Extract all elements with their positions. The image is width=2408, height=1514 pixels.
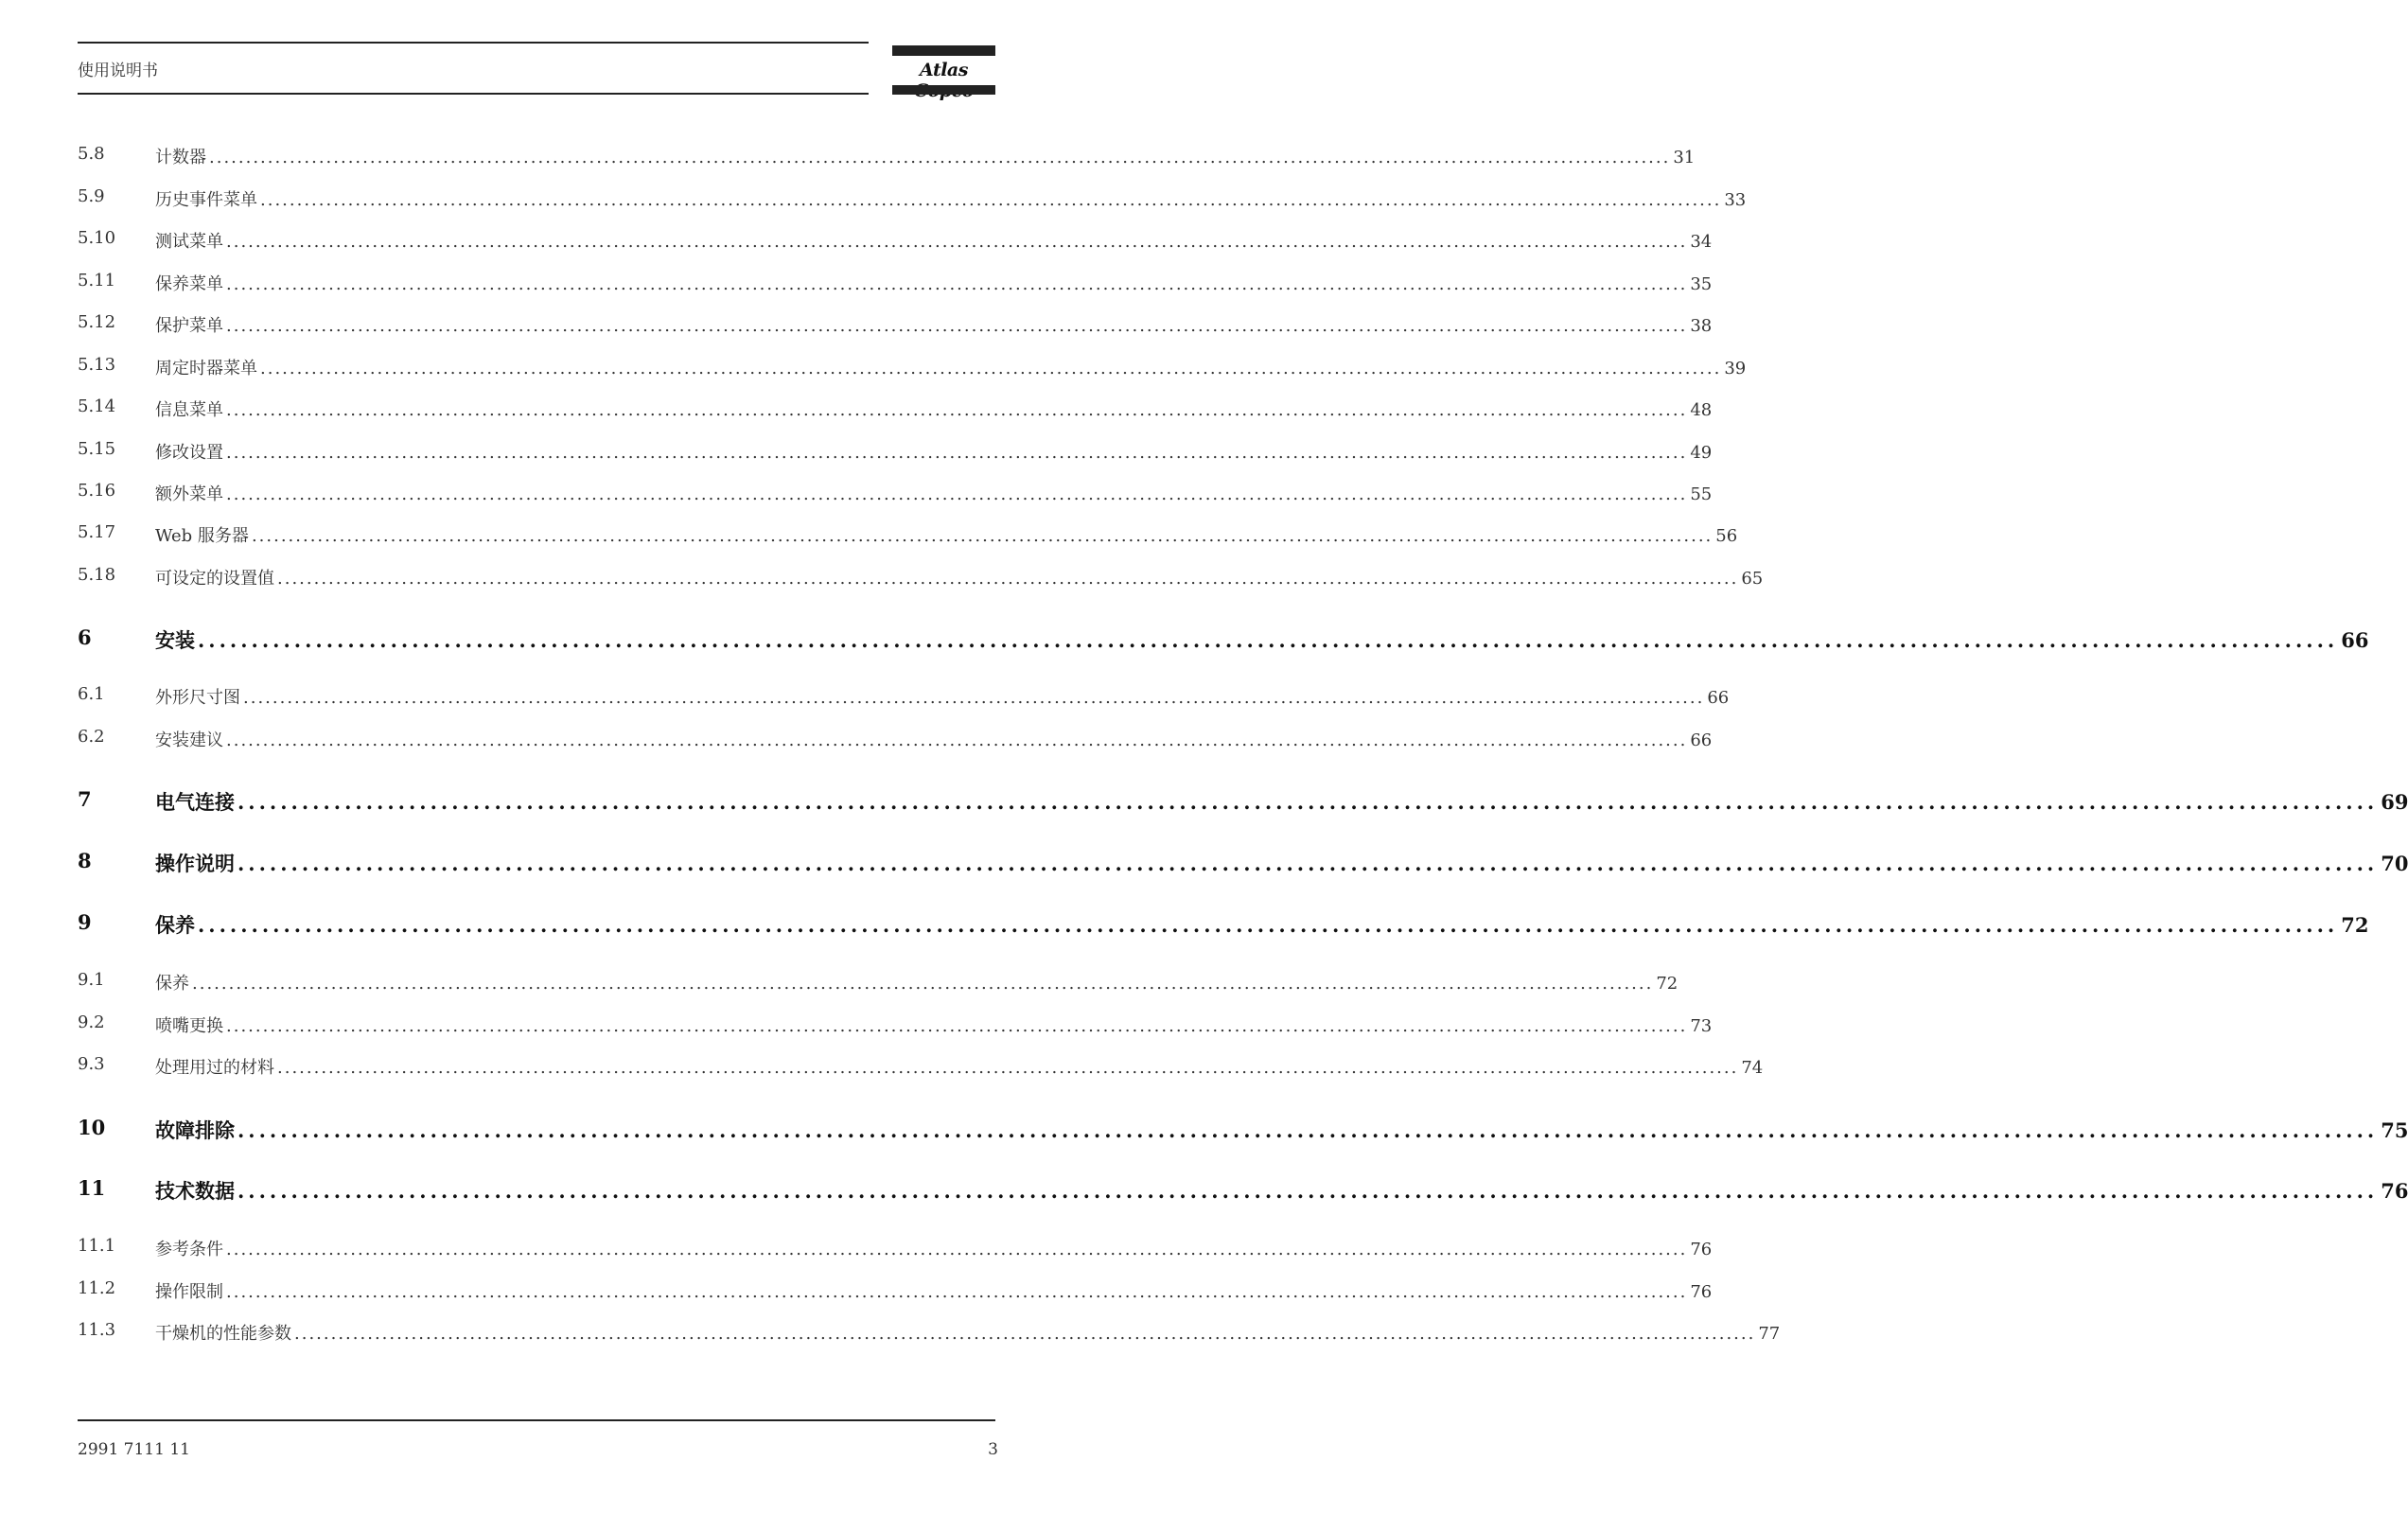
toc-entry-number: 10	[78, 1116, 106, 1139]
toc-entry-line	[155, 1176, 2408, 1205]
toc-entry[interactable]	[78, 186, 1747, 213]
toc-entry-line	[155, 228, 1713, 253]
toc-dot-leader: ........................................................................................................................................................................................................	[243, 688, 1705, 708]
toc-entry[interactable]	[78, 787, 2408, 814]
toc-entry-title: 修改设置	[155, 443, 223, 463]
toc-entry-number: 7	[78, 787, 92, 811]
toc-entry[interactable]	[78, 625, 2369, 652]
page-number: 3	[988, 1440, 998, 1459]
toc-entry-title: 电气连接	[155, 790, 235, 814]
toc-entry-page: 33	[1724, 190, 1747, 210]
toc-entry-number: 11	[78, 1176, 106, 1200]
toc-entry-line	[155, 1236, 1713, 1260]
toc-entry-number: 5.8	[78, 144, 105, 164]
toc-entry[interactable]	[78, 1012, 1713, 1039]
toc-entry[interactable]	[78, 1116, 2408, 1142]
toc-dot-leader: ........................................................................................................................................................................................................	[226, 731, 1688, 750]
toc-dot-leader: ........................................................................................................................................................................................................	[277, 569, 1739, 589]
toc-entry[interactable]	[78, 271, 1713, 297]
toc-entry-line	[155, 565, 1764, 590]
logo-bottom-bar	[892, 85, 995, 95]
toc-entry-page: 76	[1690, 1240, 1713, 1259]
toc-entry-title: 操作限制	[155, 1282, 223, 1302]
toc-entry[interactable]	[78, 910, 2369, 937]
toc-entry-page: 55	[1690, 484, 1713, 504]
toc-entry-page: 35	[1690, 274, 1713, 294]
toc-entry[interactable]	[78, 970, 1679, 996]
toc-entry-number: 6.1	[78, 684, 105, 704]
toc-dot-leader: ........................................................................................................................................................................................................	[260, 359, 1722, 378]
toc-entry[interactable]	[78, 144, 1696, 170]
toc-entry-number: 5.13	[78, 355, 116, 375]
toc-entry-title: 操作说明	[155, 852, 235, 875]
toc-entry-number: 5.16	[78, 481, 116, 501]
logo-top-bar	[892, 45, 995, 56]
toc-entry[interactable]	[78, 355, 1747, 381]
toc-entry-page: 66	[2341, 628, 2369, 652]
toc-entry-line	[155, 910, 2369, 939]
toc-entry-page: 65	[1741, 569, 1764, 589]
toc-entry-title: 喷嘴更换	[155, 1016, 223, 1036]
toc-entry-title: 保养	[155, 974, 189, 994]
logo-text: Atlas	[920, 60, 968, 80]
toc-entry-title: Web 服务器	[155, 526, 249, 546]
atlas-copco-logo	[892, 45, 995, 95]
toc-entry-number: 6.2	[78, 727, 105, 747]
toc-dot-leader: ........................................................................................................................................................................................................	[260, 190, 1722, 210]
toc-dot-leader: ........................................................................................................................................................................................................	[294, 1324, 1756, 1344]
toc-entry-page: 66	[1707, 688, 1730, 708]
toc-entry-title: 技术数据	[155, 1179, 235, 1203]
toc-entry-line	[155, 522, 1738, 547]
toc-dot-leader: ........................................................................................................................................................................................................	[192, 974, 1654, 994]
toc-entry-number: 6	[78, 625, 92, 649]
toc-entry-number: 11.1	[78, 1236, 116, 1256]
toc-entry-page: 77	[1758, 1324, 1781, 1344]
toc-entry-number: 11.3	[78, 1320, 116, 1340]
toc-dot-leader: ........................................................................................................................................................................................................	[237, 790, 2379, 814]
toc-entry-number: 8	[78, 849, 92, 872]
toc-entry-page: 31	[1673, 148, 1696, 167]
toc-entry-page: 34	[1690, 232, 1713, 252]
toc-entry[interactable]	[78, 1176, 2408, 1203]
toc-dot-leader: ........................................................................................................................................................................................................	[198, 913, 2339, 937]
toc-entry-number: 5.18	[78, 565, 116, 585]
toc-entry-number: 5.12	[78, 312, 116, 332]
toc-entry-page: 75	[2381, 1118, 2408, 1142]
toc-entry-number: 5.15	[78, 439, 116, 459]
toc-entry[interactable]	[78, 396, 1713, 423]
toc-entry-title: 干燥机的性能参数	[155, 1324, 291, 1344]
toc-entry-page: 38	[1690, 316, 1713, 336]
toc-entry-title: 测试菜单	[155, 232, 223, 252]
toc-entry-title: 外形尺寸图	[155, 688, 240, 708]
toc-dot-leader: ........................................................................................................................................................................................................	[226, 1016, 1688, 1036]
toc-dot-leader: ........................................................................................................................................................................................................	[226, 484, 1688, 504]
toc-entry-number: 5.11	[78, 271, 116, 290]
toc-dot-leader: ........................................................................................................................................................................................................	[226, 1240, 1688, 1259]
toc-entry-page: 70	[2381, 852, 2408, 875]
toc-entry-title: 安装建议	[155, 731, 223, 750]
toc-entry[interactable]	[78, 1054, 1764, 1081]
toc-entry-title: 保护菜单	[155, 316, 223, 336]
toc-entry-line	[155, 1320, 1781, 1345]
toc-entry-title: 参考条件	[155, 1240, 223, 1259]
toc-entry[interactable]	[78, 228, 1713, 255]
toc-entry-line	[155, 1278, 1713, 1303]
toc-dot-leader: ........................................................................................................................................................................................................	[209, 148, 1671, 167]
toc-entry-number: 11.2	[78, 1278, 116, 1298]
toc-entry-line	[155, 186, 1747, 211]
toc-dot-leader: ........................................................................................................................................................................................................	[226, 232, 1688, 252]
toc-dot-leader: ........................................................................................................................................................................................................	[277, 1058, 1739, 1078]
toc-entry-line	[155, 727, 1713, 751]
toc-entry-title: 额外菜单	[155, 484, 223, 504]
toc-entry-line	[155, 481, 1713, 505]
document-header-title: 使用说明书	[78, 62, 158, 80]
toc-entry-number: 9.3	[78, 1054, 105, 1074]
toc-entry[interactable]	[78, 849, 2408, 875]
toc-entry-line	[155, 625, 2369, 654]
toc-entry-title: 信息菜单	[155, 400, 223, 420]
toc-entry-number: 9.2	[78, 1012, 105, 1032]
toc-entry-title: 保养	[155, 913, 195, 937]
header-top-rule	[78, 42, 869, 44]
toc-entry[interactable]	[78, 684, 1730, 711]
toc-entry[interactable]	[78, 1320, 1781, 1347]
toc-entry[interactable]	[78, 522, 1738, 549]
toc-entry-title: 保养菜单	[155, 274, 223, 294]
toc-dot-leader: ........................................................................................................................................................................................................	[226, 400, 1688, 420]
toc-entry-line	[155, 396, 1713, 421]
toc-entry-page: 76	[2381, 1179, 2408, 1203]
toc-entry[interactable]	[78, 312, 1713, 339]
toc-entry-number: 5.17	[78, 522, 116, 542]
toc-entry[interactable]	[78, 565, 1764, 591]
toc-entry[interactable]	[78, 439, 1713, 466]
toc-dot-leader: ........................................................................................................................................................................................................	[237, 852, 2379, 875]
toc-entry-line	[155, 787, 2408, 816]
toc-entry-title: 可设定的设置值	[155, 569, 274, 589]
toc-entry-line	[155, 1012, 1713, 1037]
toc-entry-page: 76	[1690, 1282, 1713, 1302]
toc-entry-page: 56	[1715, 526, 1738, 546]
document-number: 2991 7111 11	[78, 1440, 190, 1459]
toc-entry-page: 73	[1690, 1016, 1713, 1036]
toc-entry-line	[155, 144, 1696, 168]
toc-entry-line	[155, 1116, 2408, 1144]
toc-entry-page: 74	[1741, 1058, 1764, 1078]
toc-dot-leader: ........................................................................................................................................................................................................	[226, 1282, 1688, 1302]
toc-dot-leader: ........................................................................................................................................................................................................	[251, 526, 1714, 546]
toc-dot-leader: ........................................................................................................................................................................................................	[226, 316, 1688, 336]
toc-entry-line	[155, 684, 1730, 709]
toc-entry-number: 9.1	[78, 970, 105, 990]
toc-entry-line	[155, 849, 2408, 877]
toc-dot-leader: ........................................................................................................................................................................................................	[237, 1179, 2379, 1203]
toc-entry-page: 48	[1690, 400, 1713, 420]
toc-entry-title: 周定时器菜单	[155, 359, 257, 378]
toc-entry[interactable]	[78, 1236, 1713, 1262]
toc-entry-title: 故障排除	[155, 1118, 235, 1142]
toc-dot-leader: ........................................................................................................................................................................................................	[226, 274, 1688, 294]
toc-entry[interactable]	[78, 727, 1713, 753]
toc-entry-number: 5.9	[78, 186, 105, 206]
toc-entry-page: 39	[1724, 359, 1747, 378]
toc-entry-line	[155, 970, 1679, 995]
header-bottom-rule	[78, 93, 869, 95]
toc-entry-line	[155, 1054, 1764, 1079]
toc-entry-line	[155, 271, 1713, 295]
toc-entry-number: 5.14	[78, 396, 116, 416]
toc-entry-title: 计数器	[155, 148, 206, 167]
toc-entry-number: 9	[78, 910, 92, 934]
toc-entry-number: 5.10	[78, 228, 116, 248]
toc-entry-page: 49	[1690, 443, 1713, 463]
toc-dot-leader: ........................................................................................................................................................................................................	[198, 628, 2339, 652]
toc-entry-page: 72	[2341, 913, 2369, 937]
toc-entry-page: 66	[1690, 731, 1713, 750]
toc-entry-title: 安装	[155, 628, 195, 652]
toc-dot-leader: ........................................................................................................................................................................................................	[226, 443, 1688, 463]
toc-entry-line	[155, 312, 1713, 337]
toc-entry-page: 72	[1656, 974, 1679, 994]
toc-entry-title: 处理用过的材料	[155, 1058, 274, 1078]
toc-entry[interactable]	[78, 481, 1713, 507]
toc-entry-page: 69	[2381, 790, 2408, 814]
toc-entry-line	[155, 355, 1747, 379]
footer-rule	[78, 1419, 995, 1421]
toc-dot-leader: ........................................................................................................................................................................................................	[237, 1118, 2379, 1142]
toc-entry[interactable]	[78, 1278, 1713, 1305]
toc-entry-line	[155, 439, 1713, 464]
toc-entry-title: 历史事件菜单	[155, 190, 257, 210]
